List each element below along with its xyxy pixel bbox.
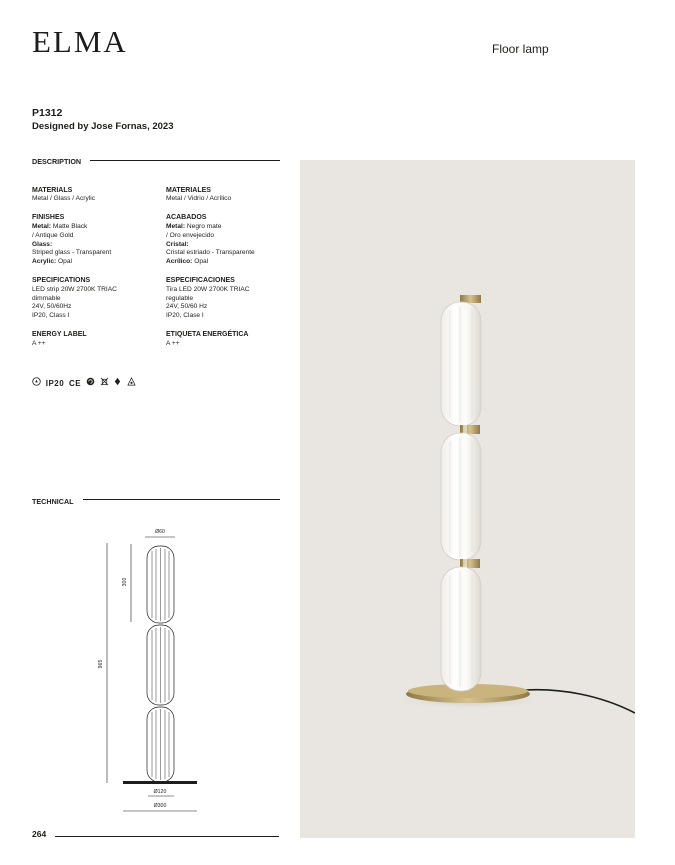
finish-glass-value: Striped glass - Transparent (32, 249, 112, 257)
glass-module-middle (441, 433, 481, 560)
glass-module-bottom (441, 567, 481, 691)
technical-rule (83, 499, 280, 500)
brand-title: ELMA (32, 24, 128, 59)
product-category: Floor lamp (492, 42, 549, 56)
etiqueta-value: A ++ (166, 339, 180, 347)
spec-line-es: regulable (166, 294, 194, 302)
description-column-es (166, 186, 292, 349)
acabado-metal-alt: / Oro envejecido (166, 231, 215, 239)
description-column-en (32, 186, 158, 349)
module-flutes (152, 548, 169, 780)
finishes-label: FINISHES (32, 214, 65, 222)
page-number: 264 (32, 829, 47, 839)
inner-led-rod (463, 310, 467, 690)
footer-rule (55, 836, 279, 837)
acabado-metal: Metal: Negro mate (166, 222, 222, 230)
energy-label: ENERGY LABEL (32, 331, 87, 339)
specs-label: SPECIFICATIONS (32, 277, 91, 285)
spec-line-es: Tira LED 20W 2700K TRIAC (166, 285, 250, 293)
materiales-label: MATERIALES (166, 187, 211, 194)
acabado-cristal-label: Cristal: (166, 240, 189, 248)
ip20-mark: IP20 (45, 379, 65, 388)
acabados-label: ACABADOS (166, 214, 207, 222)
glass-module-top (441, 302, 481, 426)
class-icon (113, 377, 122, 388)
spec-line: 24V, 50/60Hz (32, 303, 72, 311)
finish-metal: Metal: Matte Black (32, 222, 88, 230)
description-heading: DESCRIPTION (32, 157, 82, 166)
recycle-icon (86, 377, 95, 388)
spec-line-es: 24V, 50/60 Hz (166, 303, 208, 311)
dim-top-diameter: Ø60 (155, 529, 165, 535)
dim-module-height: 300 (122, 577, 128, 587)
product-photo (300, 160, 635, 838)
designer-credit: Designed by Jose Fornas, 2023 (32, 121, 174, 132)
spec-line-es: IP20, Clase I (166, 312, 204, 320)
materiales-value: Metal / Vidrio / Acrílico (166, 195, 232, 203)
finish-metal-alt: / Antique Gold (32, 231, 74, 239)
bulb-icon (32, 377, 41, 388)
dim-base-outer: Ø300 (153, 803, 167, 809)
weee-icon (100, 377, 109, 388)
ce-mark: CE (68, 379, 82, 388)
dim-total-height: 965 (98, 659, 104, 669)
technical-heading: TECHNICAL (32, 497, 74, 506)
base-plate (123, 781, 197, 784)
spec-line: dimmable (32, 294, 61, 302)
product-code: P1312 (32, 107, 63, 119)
technical-drawing (90, 518, 220, 818)
description-rule (90, 160, 280, 161)
certification-icons (32, 377, 138, 388)
etiqueta-label: ETIQUETA ENERGÉTICA (166, 331, 249, 339)
materials-label: MATERIALS (32, 187, 73, 194)
especificaciones-label: ESPECIFICACIONES (166, 277, 235, 285)
floor-lamp-illustration (300, 160, 635, 838)
dim-base-inner: Ø120 (153, 789, 167, 795)
acabado-acrilico: Acrílico: Opal (166, 258, 209, 266)
spec-line: LED strip 20W 2700K TRIAC (32, 285, 117, 293)
finish-glass-label: Glass: (32, 240, 53, 248)
materials-value: Metal / Glass / Acrylic (32, 195, 96, 203)
spec-line: IP20, Class I (32, 312, 70, 320)
energy-value: A ++ (32, 339, 46, 347)
acabado-cristal-value: Cristal estriado - Transparente (166, 249, 255, 257)
finish-acrylic: Acrylic: Opal (32, 258, 72, 266)
indoor-icon (127, 377, 136, 388)
